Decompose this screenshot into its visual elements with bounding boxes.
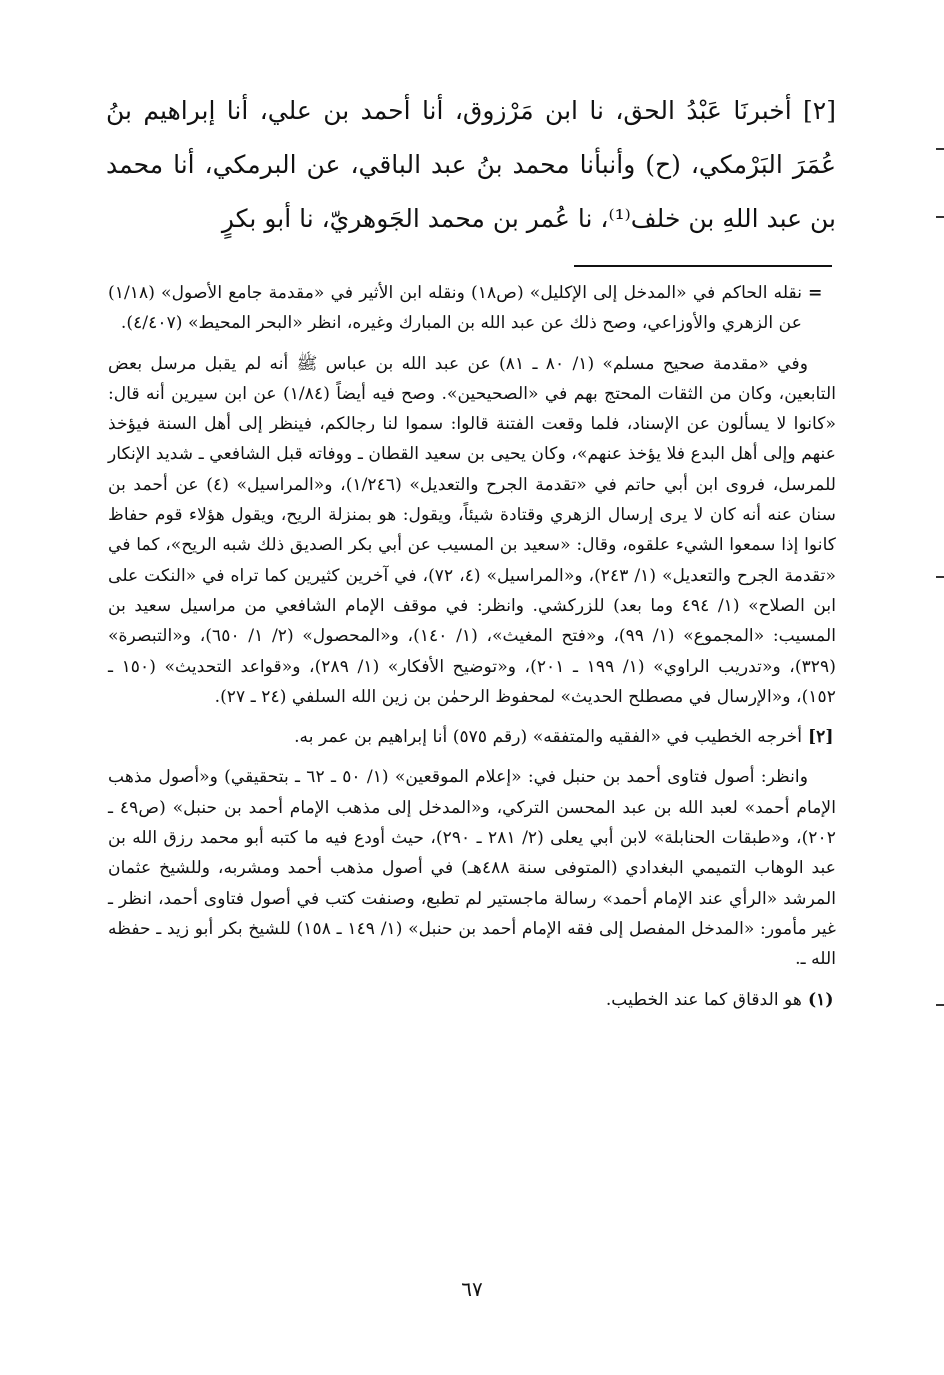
footnote-paragraph-muslim: وفي «مقدمة صحيح مسلم» (١/ ٨٠ ـ ٨١) عن عبد الله بن عباس ﷺ أنه لم يقبل مرسل بعض التابعين، وكان من الثقات المحتج بهم في «الصحيحين». وصح فيه أيضاً (١/٨٤) عن ابن سيرين أنه قال: «كانوا لا يسألون عن الإسناد، فلما وقعت الفتنة قالوا: سموا لنا رجالكم، فينظر إلى أهل السنة فيؤخذ عنهم وإلى أهل البدع فلا يؤخذ عنهم»، وكان يحيى بن سعيد القطان ـ ووفاته قبل الشافعي ـ شديد الإنكار للمرسل، فروى ابن أبي حاتم في «تقدمة الجرح والتعديل» (١/٢٤٦)، و«المراسيل» (٤) عن أحمد بن سنان عنه أنه كان لا يرى إرسال الزهري وقتادة شيئاً، ويقول: هو بمنزلة الريح، ويقول هؤلاء قوم حفاظ كانوا إذا سمعوا الشيء علقوه، وقال: «سعيد بن المسيب عن أبي بكر الصديق ذلك شبه الريح»، كما في «تقدمة الجرح والتعديل» (١/ ٢٤٣)، و«المراسيل» (٤، ٧٢)، في آخرين كثيرين كما تراه في «النكت على ابن الصلاح» (١/ ٤٩٤ وما بعد) للزركشي. وانظر: في موقف الإمام الشافعي من مراسيل سعيد بن المسيب: «المجموع» (١/ ٩٩)، و«فتح المغيث»، (١/ ١٤٠)، و«المحصول» (٢/ ١/ ٦٥٠)، و«التبصرة» (٣٢٩)، و«تدريب الراوي» (١/ ١٩٩ ـ ٢٠١)، و«توضيح الأفكار» (١/ ٢٨٩)، و«قواعد التحديث» (١٥٠ ـ ١٥٢)، و«الإرسال في مصطلح الحديث» لمحفوظ الرحمٰن بن زين الله السلفي (٢٤ ـ ٢٧). [108, 353, 837, 707]
hadith-chain-paragraph: [٢] أخبرنَا عَبْدُ الحق، نا ابن مَرْزوق، أنا أحمد بن علي، أنا إبراهيم بنُ عُمَرَ البَرْمكي، (ح) وأنبأنا محمد بنُ عبد الباقي، عن البرمكي، أنا محمد بن عبد اللهِ بن خلف⁽¹⁾، نا عُمر بن محمد الجَوهريّ، نا أبو بكرٍ [106, 96, 836, 233]
scan-mark [936, 216, 944, 218]
footnote-1 [108, 985, 836, 1015]
continuation-marker: = [808, 283, 823, 303]
footnote-1-text: هو الدقاق كما عند الخطيب. [605, 989, 802, 1010]
scan-mark [936, 1004, 944, 1006]
footnote-2-marker: [٢] [808, 727, 834, 748]
footnote-2-text: أخرجه الخطيب في «الفقيه والمتفقه» (رقم ٥٧٥) أنا إبراهيم بن عمر به. [294, 727, 802, 748]
page-number: ٦٧ [461, 1277, 483, 1301]
footnote-continuation-text: نقله الحاكم في «المدخل إلى الإكليل» (ص١٨) ونقله ابن الأثير في «مقدمة جامع الأصول» (١/١٨) عن الزهري والأوزاعي، وصح ذلك عن عبد الله بن المبارك وغيره، انظر «البحر المحيط» (٤/٤٠٧). [108, 283, 802, 334]
footnote-2 [108, 722, 836, 752]
footnote-continuation [108, 278, 836, 339]
footnotes-block [108, 278, 836, 1015]
footnote-separator [574, 265, 832, 267]
footnote-1-marker: (١) [808, 989, 834, 1010]
scan-mark [936, 576, 944, 578]
footnote-paragraph-ahmad: وانظر: أصول فتاوى أحمد بن حنبل في: «إعلام الموقعين» (١/ ٥٠ ـ ٦٢ ـ بتحقيقي) و«أصول مذهب الإمام أحمد» لعبد الله بن عبد المحسن التركي، و«المدخل إلى مذهب الإمام أحمد بن حنبل» (ص٤٩ ـ ٢٠٢)، و«طبقات الحنابلة» لابن أبي يعلى (٢/ ٢٨١ ـ ٢٩٠)، حيث أودع فيه ما كتبه أبو محمد رزق الله بن عبد الوهاب التميمي البغدادي (المتوفى سنة ٤٨٨هـ) في أصول مذهب أحمد ومشربه، وللشيخ عثمان المرشد «الرأي عند الإمام أحمد» رسالة ماجستير لم تطبع، وصنفت كتب في أصول فتاوى أحمد، انظر ـ غير مأمور: «المدخل المفصل إلى فقه الإمام أحمد بن حنبل» (١/ ١٤٩ ـ ١٥٨) للشيخ بكر أبو زيد ـ حفظه الله ـ. [108, 767, 837, 970]
scan-mark [936, 148, 944, 150]
main-text-block [106, 84, 836, 246]
